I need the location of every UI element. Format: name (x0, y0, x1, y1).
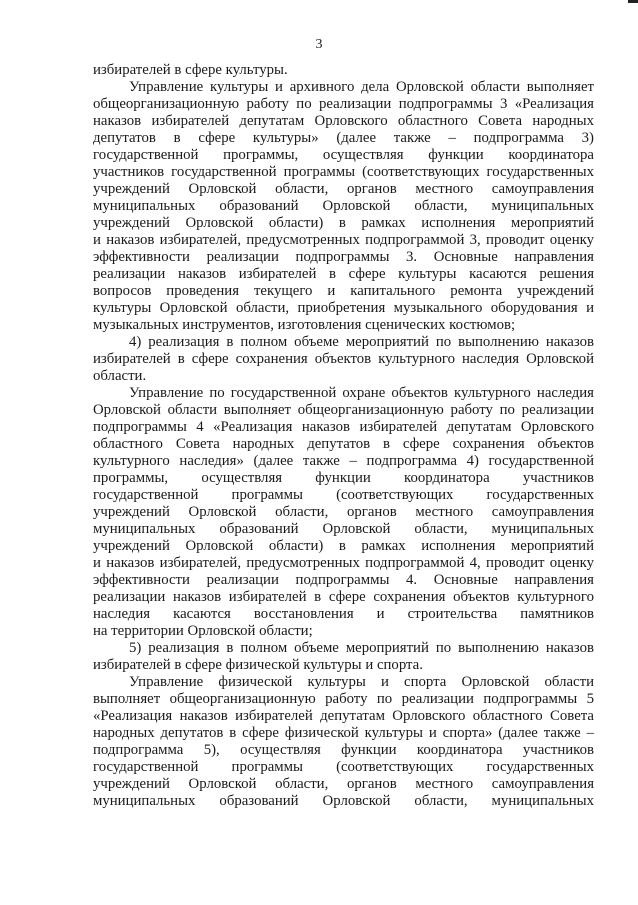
text-line: программы, осуществляя функции координатора участников (93, 470, 594, 486)
text-line: избирателей в сфере сохранения объектов культурного наследия Орловской (93, 351, 594, 367)
text-line: муниципальных образований Орловской области, муниципальных (93, 521, 594, 537)
text-line: учреждений Орловской области, органов местного самоуправления (93, 181, 594, 197)
text-line: учреждений Орловской области) в рамках исполнения мероприятий (93, 538, 594, 554)
text-line: подпрограммы 4 «Реализация наказов избирателей депутатам Орловского (93, 419, 594, 435)
text-line: «Реализация наказов избирателей депутатам Орловского областного Совета (93, 708, 594, 724)
text-line: культурного наследия» (далее также – подпрограмма 4) государственной (93, 453, 594, 469)
text-line: 5) реализация в полном объеме мероприятий по выполнению наказов (129, 640, 594, 656)
text-line: реализации наказов избирателей в сфере культуры касаются решения (93, 266, 594, 282)
text-line: Управление физической культуры и спорта Орловской области (129, 674, 594, 690)
text-line: музыкальных инструментов, изготовления сценических костюмов; (93, 317, 516, 333)
text-line: эффективности реализации подпрограммы 3. Основные направления (93, 249, 594, 265)
text-line: областного Совета народных депутатов в сфере сохранения объектов (93, 436, 594, 452)
body-text (93, 62, 594, 810)
text-line: депутатов в сфере культуры» (далее также – подпрограмма 3) (93, 130, 594, 146)
text-line: общеорганизационную работу по реализации подпрограммы 3 «Реализация (93, 96, 594, 112)
text-line: реализации наказов избирателей в сфере сохранения объектов культурного (93, 589, 594, 605)
text-line: учреждений Орловской области) в рамках исполнения мероприятий (93, 215, 594, 231)
page-number: 3 (315, 37, 323, 52)
text-line: и наказов избирателей, предусмотренных подпрограммой 3, проводит оценку (93, 232, 594, 248)
text-line: культуры Орловской области, приобретения музыкального оборудования и (93, 300, 594, 316)
text-line: 4) реализация в полном объеме мероприятий по выполнению наказов (129, 334, 594, 350)
text-line: области. (93, 368, 147, 384)
text-line: Управление по государственной охране объектов культурного наследия (129, 385, 594, 401)
text-line: участников государственной программы (соответствующих государственных (93, 164, 594, 180)
text-line: учреждений Орловской области, органов местного самоуправления (93, 776, 594, 792)
scan-corner-mark (628, 0, 638, 3)
text-line: эффективности реализации подпрограммы 4. Основные направления (93, 572, 594, 588)
text-line: Орловской области выполняет общеорганизационную работу по реализации (93, 402, 594, 418)
text-line: наследия касаются восстановления и строительства памятников (93, 606, 594, 622)
text-line: государственной программы (соответствующих государственных (93, 759, 594, 775)
text-line: наказов избирателей депутатам Орловского областного Совета народных (93, 113, 594, 129)
text-line: вопросов проведения текущего и капитального ремонта учреждений (93, 283, 594, 299)
text-line: учреждений Орловской области, органов местного самоуправления (93, 504, 594, 520)
text-line: избирателей в сфере физической культуры и спорта. (93, 657, 423, 673)
text-line: муниципальных образований Орловской области, муниципальных (93, 793, 594, 809)
text-line: государственной программы (соответствующих государственных (93, 487, 594, 503)
text-line: на территории Орловской области; (93, 623, 313, 639)
text-line: Управление культуры и архивного дела Орловской области выполняет (129, 79, 594, 95)
text-line: муниципальных образований Орловской области, муниципальных (93, 198, 594, 214)
text-line: народных депутатов в сфере физической культуры и спорта» (далее также – (93, 725, 594, 741)
text-line: государственной программы, осуществляя функции координатора (93, 147, 594, 163)
text-line: подпрограмма 5), осуществляя функции координатора участников (93, 742, 594, 758)
text-line: избирателей в сфере культуры. (93, 62, 288, 78)
text-line: и наказов избирателей, предусмотренных подпрограммой 4, проводит оценку (93, 555, 594, 571)
text-line: выполняет общеорганизационную работу по реализации подпрограммы 5 (93, 691, 594, 707)
